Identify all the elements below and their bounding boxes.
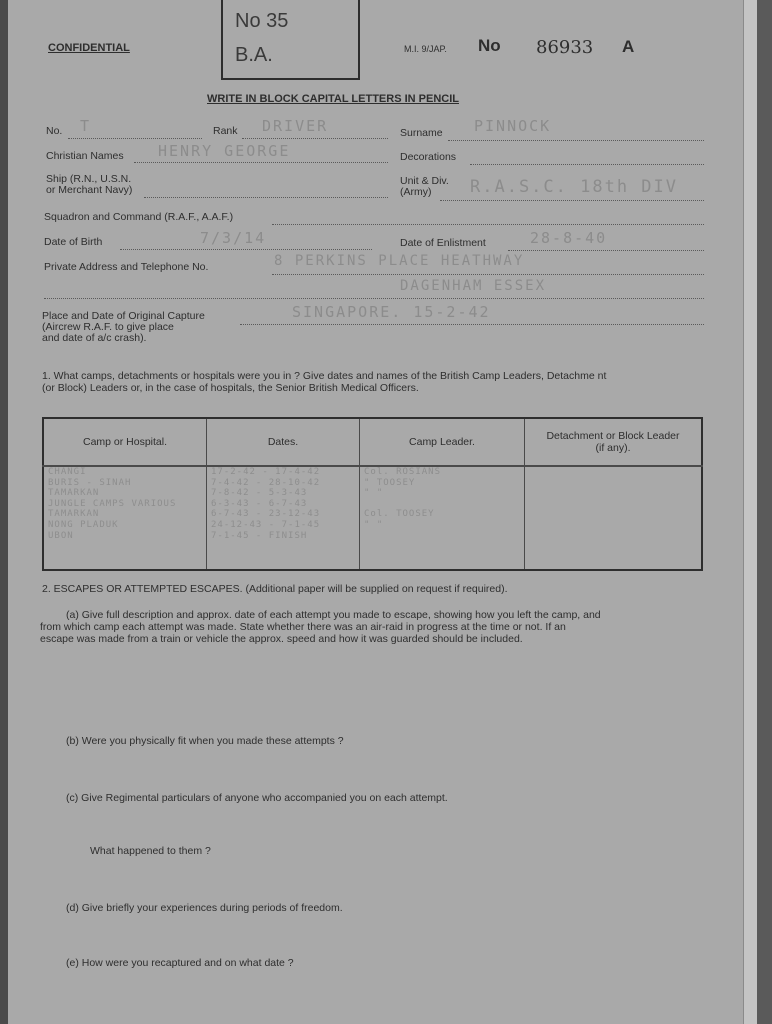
question-a-line3: escape was made from a train or vehicle the approx. speed and how it was guarded should be included.: [40, 633, 523, 645]
stamp-initials: B.A.: [235, 44, 273, 66]
camp-column-header: Camp or Hospital.: [43, 418, 207, 466]
folder-edge: [757, 0, 772, 1024]
leader-entry: [360, 531, 524, 542]
question-a-line2: from which camp each attempt was made. State whether there was an air-raid in progress at the time or not. If an: [40, 621, 566, 633]
dates-cell: [207, 466, 360, 570]
unit-value: R.A.S.C. 18th DIV: [470, 177, 678, 197]
ship-label-line2: or Merchant Navy): [46, 184, 133, 196]
surname-label: Surname: [400, 127, 443, 139]
enlistment-value: 28-8-40: [530, 229, 608, 247]
camp-entry: NONG PLADUK: [48, 519, 119, 530]
serial-number: 86933: [536, 37, 594, 58]
ship-line: [144, 197, 388, 198]
form-instruction: WRITE IN BLOCK CAPITAL LETTERS IN PENCIL: [207, 93, 459, 105]
rank-label: Rank: [213, 125, 238, 137]
address-label: Private Address and Telephone No.: [44, 261, 209, 273]
rank-line: [242, 138, 388, 139]
service-number-value: T: [80, 117, 92, 135]
camp-entry: TAMARKAN: [48, 509, 100, 520]
stamp-number: No 35: [235, 10, 289, 32]
camps-table: [42, 417, 703, 571]
block-leaders-cell: [525, 466, 703, 570]
office-stamp: [221, 0, 360, 80]
camps-table-body: [43, 466, 702, 570]
question-b: (b) Were you physically fit when you made these attempts ?: [66, 735, 344, 747]
address-line-2: [44, 298, 704, 299]
leader-entry: " TOOSEY: [364, 477, 416, 488]
camp-leaders-cell: [360, 466, 525, 570]
surname-value: PINNOCK: [474, 117, 552, 135]
date-entry: 7-4-42 - 28-10-42: [211, 477, 321, 488]
christian-names-label: Christian Names: [46, 150, 124, 162]
address-value-2: DAGENHAM ESSEX: [400, 278, 547, 294]
capture-label-line2: (Aircrew R.A.F. to give place: [42, 321, 174, 333]
address-value-1: 8 PERKINS PLACE HEATHWAY: [274, 253, 525, 269]
decorations-label: Decorations: [400, 151, 457, 163]
question-e: (e) How were you recaptured and on what date ?: [66, 957, 294, 969]
question-a-line1: (a) Give full description and approx. date of each attempt you made to escape, showing how you left the camp, and: [66, 609, 601, 621]
confidential-label: CONFIDENTIAL: [48, 42, 130, 54]
unit-line: [440, 200, 704, 201]
no-label: No.: [46, 125, 63, 137]
christian-names-value: HENRY GEORGE: [158, 142, 291, 160]
date-of-birth-label: Date of Birth: [44, 236, 103, 248]
leader-entry: Col. TOOSEY: [364, 509, 435, 520]
date-of-birth-line: [120, 249, 372, 250]
capture-label-line3: and date of a/c crash).: [42, 332, 147, 344]
question-d: (d) Give briefly your experiences during periods of freedom.: [66, 902, 343, 914]
enlistment-label: Date of Enlistment: [400, 237, 486, 249]
question-c: (c) Give Regimental particulars of anyone who accompanied you on each attempt.: [66, 792, 448, 804]
unit-label-line2: (Army): [400, 186, 432, 198]
page-stack-edge: [743, 0, 758, 1024]
camp-entry: BURIS - SINAH: [48, 477, 132, 488]
surname-line: [448, 140, 704, 141]
capture-label-line1: Place and Date of Original Capture: [42, 310, 205, 322]
address-line-1: [272, 274, 704, 275]
christian-names-line: [134, 162, 388, 163]
section1-question-line1: 1. What camps, detachments or hospitals were you in ? Give dates and names of the British Camp Leaders, Detachme nt: [42, 370, 607, 382]
decorations-line: [470, 164, 704, 165]
date-entry: 7-8-42 - 5-3-43: [211, 488, 308, 499]
unit-label-line1: Unit & Div.: [400, 175, 449, 187]
no-line: [68, 138, 202, 139]
section1-question-line2: (or Block) Leaders or, in the case of hospitals, the Senior British Medical Officers.: [42, 382, 419, 394]
camp-entry: JUNGLE CAMPS VARIOUS: [48, 498, 177, 509]
date-entry: 7-1-45 - FINISH: [211, 530, 308, 541]
date-entry: 24-12-43 - 7-1-45: [211, 519, 321, 530]
rank-value: DRIVER: [262, 117, 329, 135]
serial-suffix: A: [622, 37, 635, 56]
question-c-followup: What happened to them ?: [90, 845, 211, 857]
form-reference: M.I. 9/JAP.: [404, 44, 447, 54]
capture-line: [240, 324, 704, 325]
camps-table-header: [43, 418, 702, 466]
dates-column-header: Dates.: [207, 418, 360, 466]
date-entry: 6-7-43 - 23-12-43: [211, 509, 321, 520]
camp-entry: UBON: [48, 530, 74, 541]
capture-value: SINGAPORE. 15-2-42: [292, 303, 491, 321]
camp-names-cell: [43, 466, 207, 570]
date-entry: 17-2-42 - 17-4-42: [211, 467, 321, 477]
camp-entry: TAMARKAN: [48, 488, 100, 499]
block-leader-column-header: Detachment or Block Leader (if any).: [525, 418, 703, 466]
camp-leader-column-header: Camp Leader.: [360, 418, 525, 466]
ship-label-line1: Ship (R.N., U.S.N.: [46, 173, 132, 185]
date-entry: 6-3-43 - 6-7-43: [211, 498, 308, 509]
leader-entry: [360, 499, 524, 510]
squadron-label: Squadron and Command (R.A.F., A.A.F.): [44, 211, 234, 223]
leader-entry: " ": [364, 488, 384, 499]
camp-entry: CHANGI: [48, 467, 87, 477]
number-symbol: No: [478, 36, 501, 55]
enlistment-line: [508, 250, 704, 251]
section2-title: 2. ESCAPES OR ATTEMPTED ESCAPES. (Additional paper will be supplied on request if required).: [42, 583, 508, 595]
squadron-line: [272, 224, 704, 225]
date-of-birth-value: 7/3/14: [200, 229, 267, 247]
leader-entry: Col. ROSIANS: [364, 467, 442, 477]
leader-entry: " ": [364, 519, 384, 530]
